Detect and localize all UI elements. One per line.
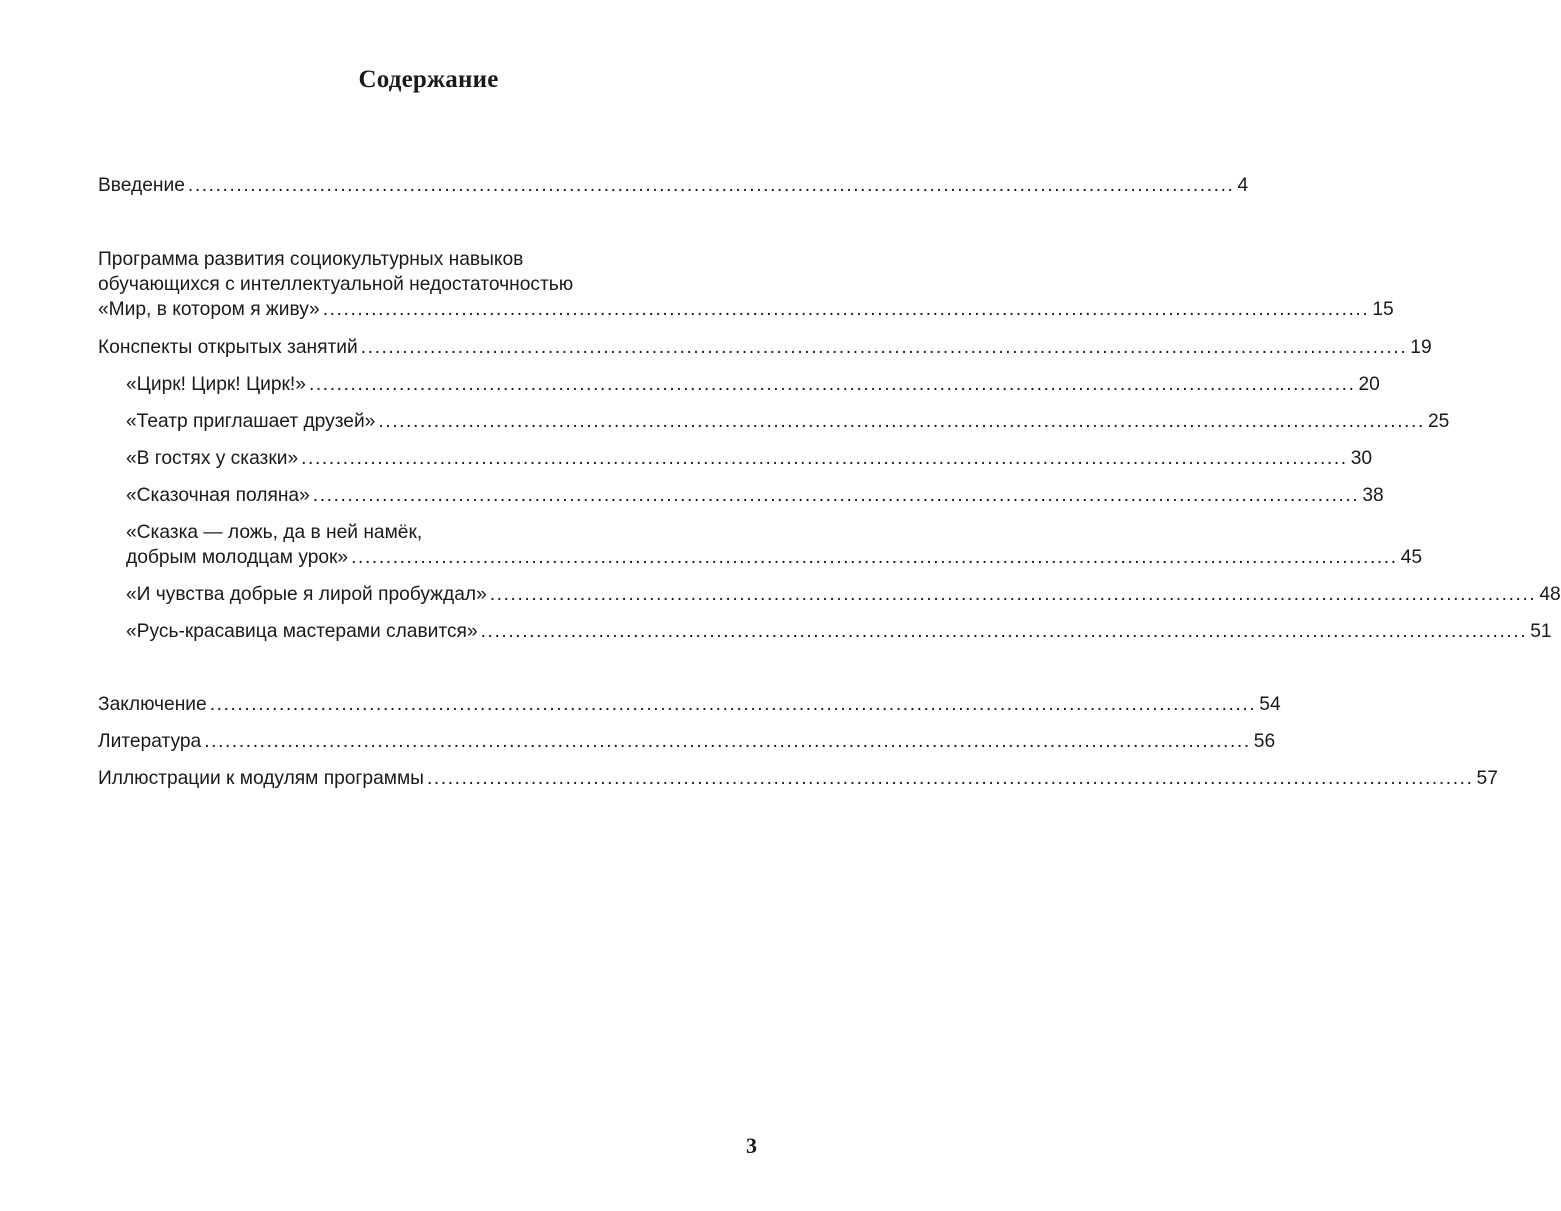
page-number: 3 — [746, 1133, 757, 1158]
dot-leader: ....................................................................................................................................................... — [351, 547, 1398, 568]
toc-entry-label: «Русь-красавица мастерами славится» — [126, 621, 478, 642]
dot-leader: ....................................................................................................................................................... — [312, 485, 1360, 506]
toc-entry-fairy-meadow[interactable] — [126, 483, 1384, 508]
toc-entry-illustrations[interactable] — [98, 766, 1498, 791]
dot-leader: ....................................................................................................................................................... — [378, 411, 1425, 432]
dot-leader: ....................................................................................................................................................... — [360, 337, 1408, 358]
toc-entry-label: «Театр приглашает друзей» — [126, 411, 376, 432]
dot-leader: ....................................................................................................................................................... — [426, 768, 1474, 789]
toc-entry-conclusion[interactable] — [98, 692, 1281, 717]
toc-entry-line: обучающихся с интеллектуальной недостаточностью — [98, 274, 574, 295]
toc-entry-label: Литература — [98, 731, 202, 752]
toc-page-number: 30 — [1350, 448, 1373, 469]
page-title: Содержание — [358, 66, 499, 93]
toc-entry-circus[interactable] — [126, 372, 1380, 397]
toc-entry-label: «Мир, в котором я живу» — [98, 299, 320, 320]
toc-entry-label: Заключение — [98, 694, 207, 715]
toc-entry-fairy-tale-visit[interactable] — [126, 446, 1373, 471]
toc-entry-lesson-plans[interactable] — [98, 335, 1432, 360]
toc-entry-label: Введение — [98, 175, 185, 196]
toc-entry-label: «В гостях у сказки» — [126, 448, 299, 469]
toc-page-number: 38 — [1362, 485, 1384, 506]
toc-entry-theatre[interactable] — [126, 409, 1450, 434]
toc-page-number: 51 — [1530, 621, 1552, 642]
toc-entry-label: Иллюстрации к модулям программы — [98, 768, 424, 789]
toc-page-number: 15 — [1372, 299, 1394, 320]
toc-page-number: 19 — [1410, 337, 1432, 358]
dot-leader: ....................................................................................................................................................... — [308, 374, 1356, 395]
toc-entry-line: «Сказка — ложь, да в ней намёк, — [126, 522, 423, 543]
toc-entry-label: добрым молодцам урок» — [126, 547, 349, 568]
dot-leader: ....................................................................................................................................................... — [301, 448, 1348, 469]
toc-entry-label: «И чувства добрые я лирой пробуждал» — [126, 584, 487, 605]
toc-page-number: 25 — [1427, 411, 1450, 432]
toc-entry-program[interactable] — [98, 247, 1394, 322]
toc-entry-label: Конспекты открытых занятий — [98, 337, 358, 358]
dot-leader: ....................................................................................................................................................... — [204, 731, 1251, 752]
dot-leader: ....................................................................................................................................................... — [187, 175, 1235, 196]
dot-leader: ....................................................................................................................................................... — [480, 621, 1528, 642]
toc-entry-label: «Цирк! Цирк! Цирк!» — [126, 374, 306, 395]
toc-entry-literature[interactable] — [98, 729, 1276, 754]
dot-leader: ....................................................................................................................................................... — [489, 584, 1537, 605]
toc-page-number: 57 — [1476, 768, 1498, 789]
toc-entry-introduction[interactable] — [98, 173, 1249, 198]
toc-entry-good-feelings[interactable] — [126, 582, 1561, 607]
toc-page-number: 20 — [1358, 374, 1380, 395]
toc-page-number: 45 — [1400, 547, 1423, 568]
toc-entry-fairy-tale-lie[interactable] — [126, 520, 1423, 570]
toc-page-number: 48 — [1539, 584, 1561, 605]
dot-leader: ....................................................................................................................................................... — [209, 694, 1257, 715]
toc-page-number: 4 — [1237, 175, 1249, 196]
dot-leader: ....................................................................................................................................................... — [322, 299, 1370, 320]
toc-entry-line: Программа развития социокультурных навыков — [98, 249, 524, 270]
toc-entry-label: «Сказочная поляна» — [126, 485, 310, 506]
toc-page-number: 56 — [1253, 731, 1276, 752]
toc-page-number: 54 — [1259, 694, 1281, 715]
toc-entry-rus-beauty[interactable] — [126, 619, 1552, 644]
